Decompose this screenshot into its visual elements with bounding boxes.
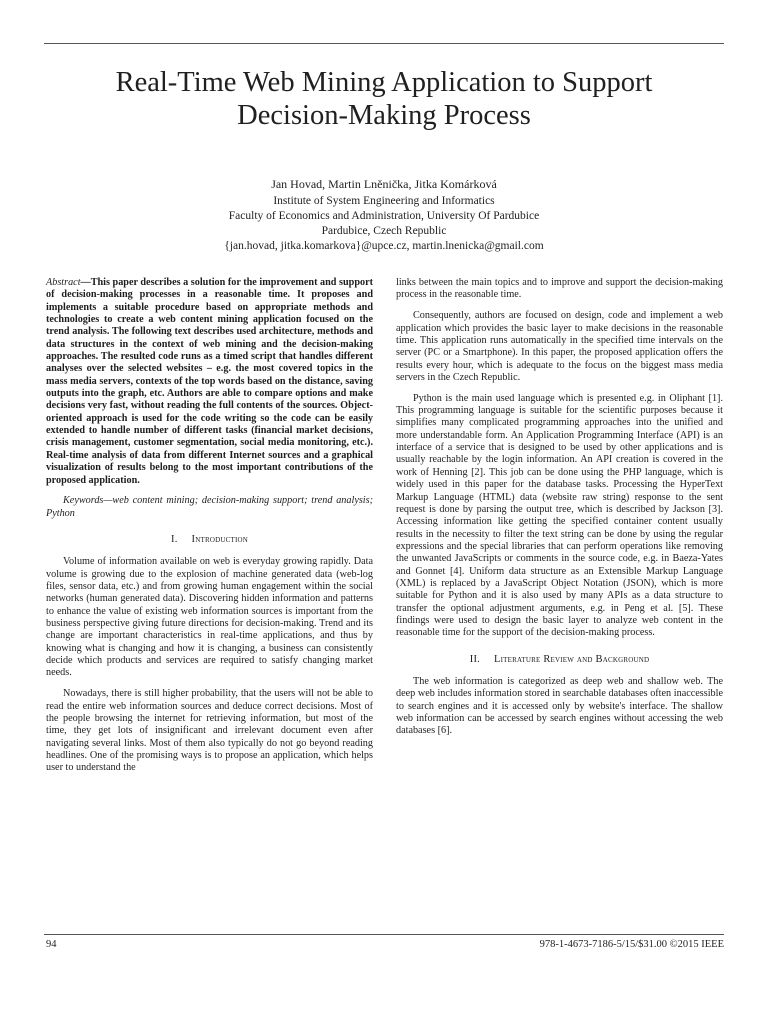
abstract-text: —This paper describes a solution for the improvement and support of decision-making processes in a reasonable time. It proposes and implements a suitable procedure based on appropriate methods and technologies to create a web content mining application focused on the trend analysis. The following text describes used architecture, methods and data structures in the context of web mining and the decision-making approaches. The resulted code runs as a timed script that handles different analyses over the selected websites – e.g. the most covered topics in the mass media servers, contexts of the top words based on the distance, saving outputs into the graph, etc. Authors are able to compare options and make decisions very fast, without reading the full contents of the sources. Object-oriented approach is used for the code writing so the code can be easily extended to handle number of different tasks (financial market decisions, crisis management, customer segmentation, social media monitoring, etc.). Real-time analysis of data from different Internet sources and a graphical visualization of results belong to the most important contributions of the proposed application. xyxy=(46,277,373,486)
affiliation-location: Pardubice, Czech Republic xyxy=(321,225,447,237)
right-paragraph-3: Python is the main used language which is presented e.g. in Oliphant [1]. This programming language is suitable for the scientific purposes because it simplifies many complicated programming approaches into the unified and more understandable form. An Application Programming Interface (API) is an interface of a service that is designed to be used by other applications and is usually reachable by the login information. An API creation is covered in the work of Henning [2]. This job can be done using the PHP language, which is widely used in this paper for the database tasks. Processing the HyperText Markup Language (HTML) data (website raw string) response to the sent request is done by parsing the output tree, which is described by Jackson [3]. Accessing information like getting the specified container content usually results in the necessity to filter the text string can be done by using the regular expressions and the special libraries that can perform operations like removing the unwanted JavaScripts or comments in the source code, e.g. in Baeza-Yates and Gonnet [4]. Uniform data structure as an Extensible Markup Language (XML) is replaced by a JavaScript Object Notation (JSON), which is more suitable for Python and it is also used by many APIs as a data structure to transfer the optional adjustment arguments, e.g. in Peng et al. [5]. These findings were used to design the basic layer to analyze web content in the reasonable time for the support of the decision-making process. xyxy=(396,392,723,639)
section-number: II. xyxy=(469,653,480,665)
section-heading-literature-review xyxy=(396,654,723,666)
author-block xyxy=(44,177,724,254)
affiliation-institute: Institute of System Engineering and Informatics xyxy=(273,195,495,207)
section-title: Introduction xyxy=(191,534,248,546)
author-emails: {jan.hovad, jitka.komarkova}@upce.cz, martin.lnenicka@gmail.com xyxy=(224,240,544,252)
title-line-2: Decision-Making Process xyxy=(237,100,531,131)
left-column xyxy=(46,277,373,783)
right-column xyxy=(396,277,723,746)
right-paragraph-1: links between the main topics and to improve and support the decision-making process in the reasonable time. xyxy=(396,277,723,301)
page-number: 94 xyxy=(46,939,57,950)
section-title: Literature Review and Background xyxy=(493,653,650,665)
literature-paragraph-1: The web information is categorized as deep web and shallow web. The deep web includes information stored in searchable databases often inaccessible to search engines and it is accessed only by website's interface. The shallow web information can be accessed by search engines without accessing the web databases [6]. xyxy=(396,675,723,737)
top-rule xyxy=(44,43,724,44)
intro-paragraph-1: Volume of information available on web is everyday growing rapidly. Data volume is growing due to the explosion of machine generated data (web-log files, sensor data, etc.) and from growing human engagement within the social networks (human generated data). Discovering hidden information and patterns to enhance the value of existing web information sources is important from the business perspective giving future directions for decision-making. Trend and its change are important characteristics in real-time applications, and thus by knowing what is changing and how it is changing, a business can consistently decide which products and services are required to satisfy changing market needs. xyxy=(46,556,373,679)
intro-paragraph-2: Nowadays, there is still higher probability, that the users will not be able to read the entire web information sources and deduce correct decisions. Most of the people browsing the internet for retrieving information, but most of the time, they get lots of insignificant and irrelevant document even after navigating several links. Most of them also typically do not go beyond reading headlines. One of the promising ways is to propose an application, which helps user to understand the xyxy=(46,688,373,774)
abstract-label: Abstract xyxy=(46,277,81,288)
affiliation-faculty: Faculty of Economics and Administration, University Of Pardubice xyxy=(228,210,540,222)
abstract xyxy=(46,277,373,487)
author-names: Jan Hovad, Martin Lněnička, Jitka Komárková xyxy=(271,177,497,191)
right-paragraph-2: Consequently, authors are focused on design, code and implement a web application which provides the basic layer to make decisions in the reasonable time. This application runs automatically in the specified time intervals on the server (PC or a Smartphone). In this paper, the proposed application offers the results every hour, which is adequate to the focus on the biggest mass media servers in the Czech Republic. xyxy=(396,310,723,383)
keywords: Keywords—web content mining; decision-making support; trend analysis; Python xyxy=(46,495,373,519)
copyright-notice: 978-1-4673-7186-5/15/$31.00 ©2015 IEEE xyxy=(539,939,724,950)
bottom-rule xyxy=(44,934,724,935)
section-number: I. xyxy=(171,534,178,546)
section-heading-introduction xyxy=(46,534,373,546)
title-line-1: Real-Time Web Mining Application to Support xyxy=(115,67,653,98)
paper-title xyxy=(44,66,724,132)
